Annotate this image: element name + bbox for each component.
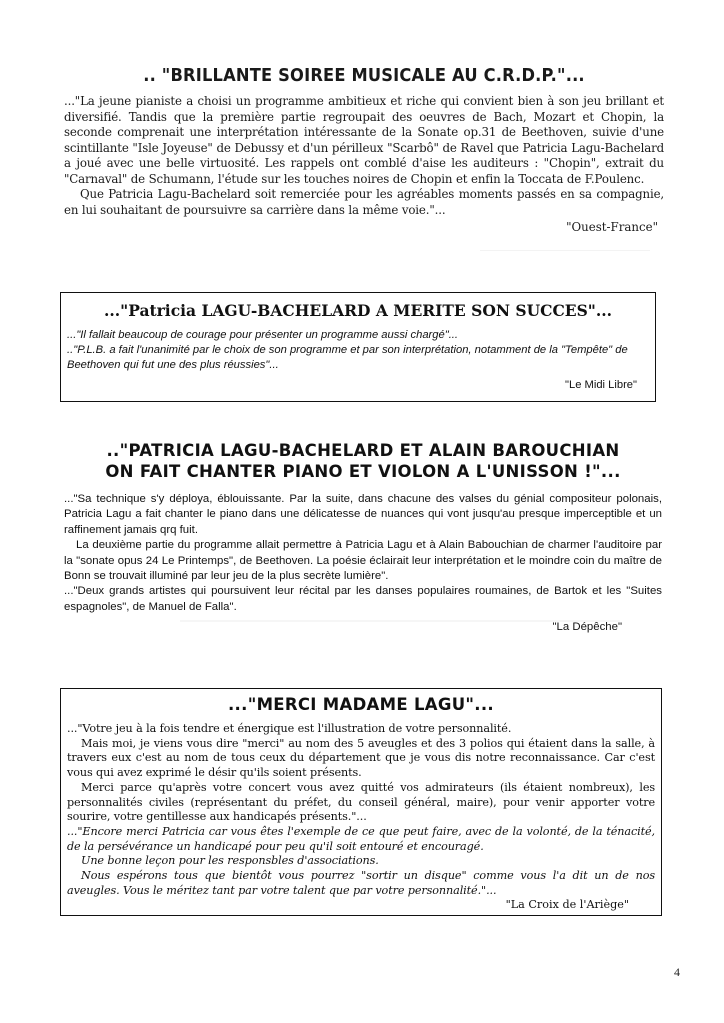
article-title: ..."Patricia LAGU-BACHELARD A MERITE SON SUCCES"... <box>103 301 613 320</box>
bleed-through-decoration <box>480 250 650 291</box>
article-paragraph: ..."Encore merci Patricia car vous êtes l'exemple de ce que peut faire, avec de la volonté, de la ténacité, de la persévérance un handicapé pour peu qu'il soit entouré et encouragé. <box>67 824 655 853</box>
article-paragraph: Nous espérons tous que bientôt vous pourrez "sortir un disque" comme vous l'a dit un de nos aveugles. Vous le méritez tant par votre talent que par votre personnalité."... <box>67 869 655 897</box>
article-title: .. "BRILLANTE SOIREE MUSICALE AU C.R.D.P."... <box>143 66 585 86</box>
article-paragraph: .."P.L.B. a fait l'unanimité par le choix de son programme et par son interprétation, notamment de la "Tempête" de Beethoven qui fut une des plus réussies"... <box>67 344 628 371</box>
article-paragraph: ..."Il fallait beaucoup de courage pour présenter un programme aussi chargé"... <box>67 329 459 341</box>
article-paragraph: ..."Votre jeu à la fois tendre et énergique est l'illustration de votre personnalité. <box>67 722 512 735</box>
article-paragraph: Une bonne leçon pour les responsbles d'associations. <box>81 854 379 868</box>
article-croix-ariege-box <box>60 688 662 916</box>
article-paragraph: ..."La jeune pianiste a choisi un programme ambitieux et riche qui convient bien à son jeu brillant et diversifié. Tandis que la première partie regroupait des oeuvres de Bach, Mozart et Chopin, la seconde comprenait une interprétation intéressante de la Sonate op.31 de Beethoven, suivie d'une scintillante "Isle Joyeuse" de Debussy et d'un périlleux "Scarbô" de Ravel que Patricia Lagu-Bachelard a joué avec une belle virtuosité. Les rappels ont comblé d'aise les auditeurs : "Chopin", extrait du "Carnaval" de Schumann, l'étude sur les touches noires de Chopin et enfin la Toccata de F.Poulenc. <box>64 94 664 186</box>
article-ouest-france <box>64 66 664 234</box>
page-number: 4 <box>674 965 680 979</box>
article-paragraph: ..."Sa technique s'y déploya, éblouissante. Par la suite, dans chacune des valses du génial compositeur polonais, Patricia Lagu a fait chanter le piano dans une délicatesse de nuances qui vont jusqu'au presque imperceptible et un raffinement jamais qrq fuit. <box>64 493 662 536</box>
article-title: ..."MERCI MADAME LAGU"... <box>227 695 494 714</box>
article-paragraph: Mais moi, je viens vous dire "merci" au nom des 5 aveugles et des 3 polios qui étaient dans la salle, à travers eux c'est au nom de tous ceux du département que je vous dis notre reconnaissance. Car c'est vous qui avez exprimé le désir qu'ils soient présents. <box>67 736 655 780</box>
article-title-line-2: ON FAIT CHANTER PIANO ET VIOLON A L'UNISSON !"... <box>105 462 621 481</box>
article-source: "La Dépêche" <box>552 621 622 634</box>
article-paragraph: Merci parce qu'après votre concert vous avez quitté vos admirateurs (ils étaient nombreux), les personnalités civiles (représentant du préfet, du conseil général, maire), pour venir apporter votre sourire, votre gentillesse aux handicapés présents."... <box>67 780 655 824</box>
article-title <box>64 440 662 482</box>
article-midi-libre-box <box>60 292 656 402</box>
article-paragraph: ..."Deux grands artistes qui poursuivent leur récital par les danses populaires roumaines, de Bartok et les "Suites espagnoles", de Manuel de Falla". <box>64 585 662 613</box>
article-paragraph: La deuxième partie du programme allait permettre à Patricia Lagu et à Alain Babouchian de charmer l'auditoire par la "sonate opus 24 Le Printemps", de Beethoven. La poésie éclairait leur interprétation et le moindre coin du maître de Bonn se trouvait illuminé par leur jeu de la plus secrète lumière". <box>64 539 662 583</box>
article-source: "Le Midi Libre" <box>565 379 637 391</box>
article-title-line-1: .."PATRICIA LAGU-BACHELARD ET ALAIN BAROUCHIAN <box>106 441 620 460</box>
article-source: "La Croix de l'Ariège" <box>505 898 629 912</box>
article-paragraph: Que Patricia Lagu-Bachelard soit remerciée pour les agréables moments passés en sa compagnie, en lui souhaitant de poursuivre sa carrière dans la même voie."... <box>64 187 664 217</box>
article-la-depeche <box>64 440 662 633</box>
article-source: "Ouest-France" <box>566 220 658 234</box>
